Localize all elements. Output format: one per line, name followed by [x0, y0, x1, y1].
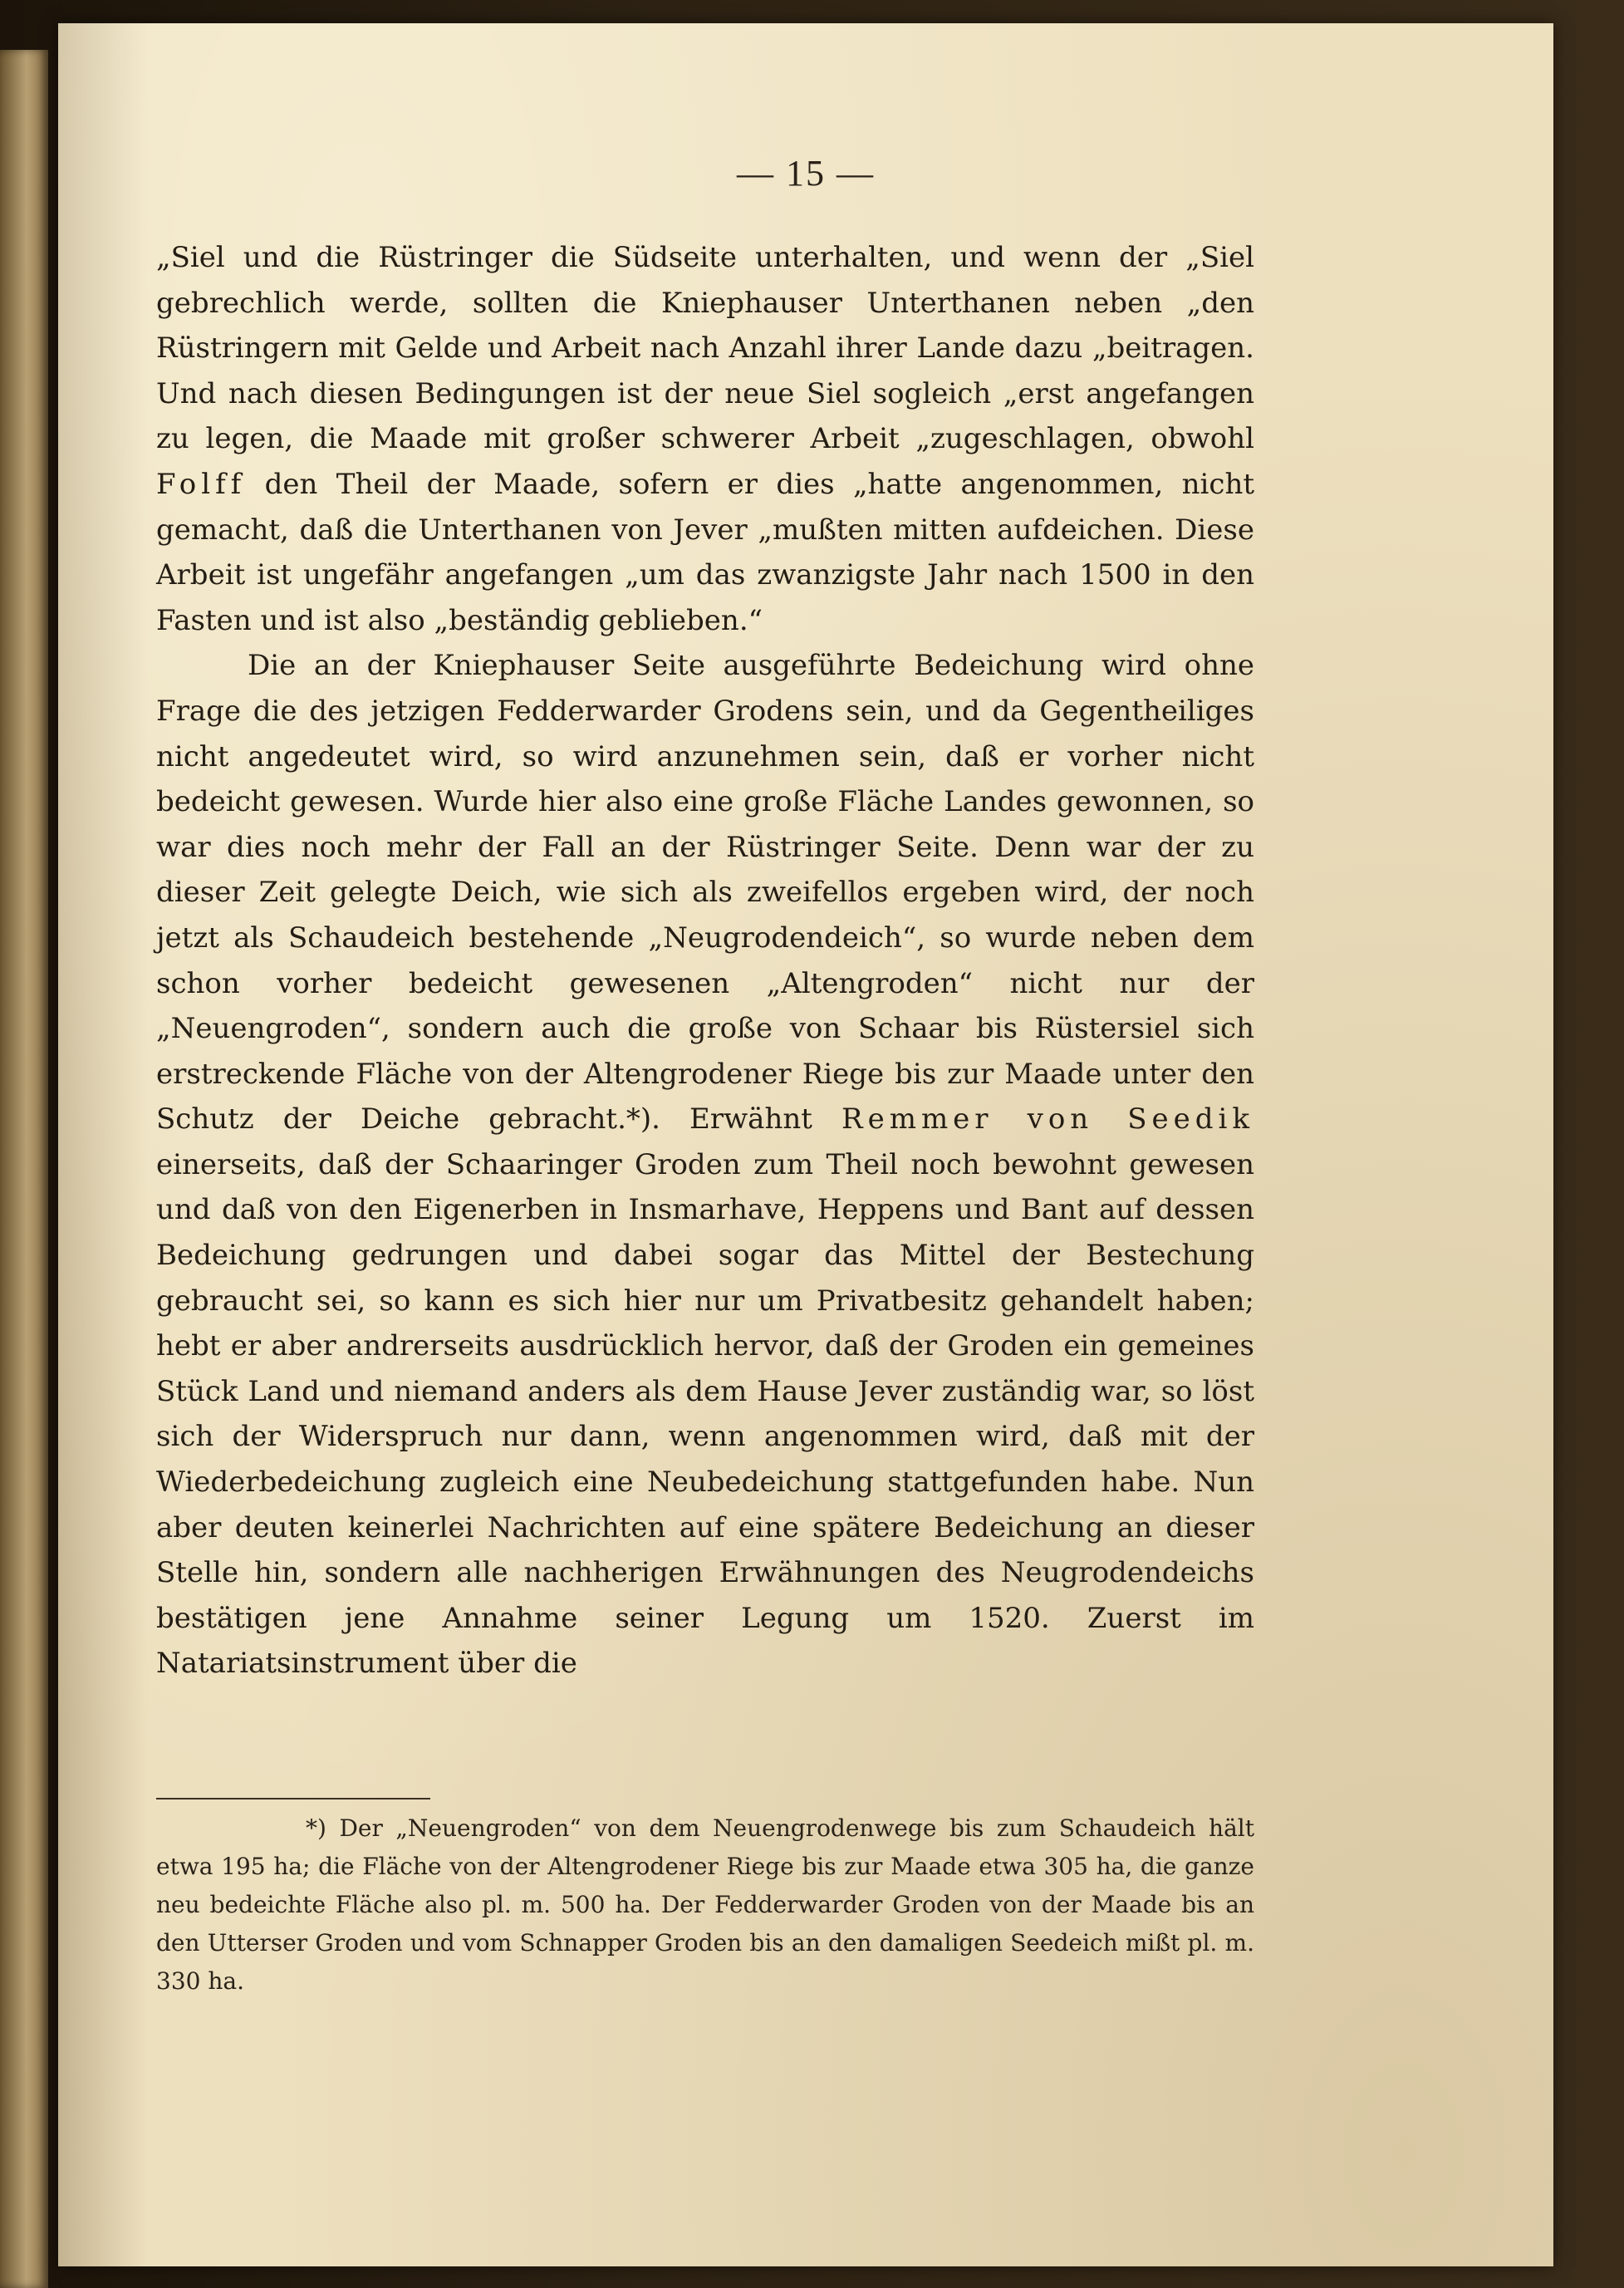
- quote-part-1: „Siel und die Rüstringer die Südseite unterhalten, und wenn der „Siel gebrechlich werde, sollten die Kniephauser Unterthanen neben „den Rüstringern mit Gelde und Arbeit nach Anzahl ihrer Lande dazu „beitragen. Und nach diesen Bedingungen ist der neue Siel sogleich „erst angefangen zu legen, die Maade mit großer schwerer Arbeit „zugeschlagen, obwohl: [156, 241, 1254, 456]
- paragraph-part-1: Die an der Kniephauser Seite ausgeführte Bedeichung wird ohne Frage die des jetzigen Fedderwarder Grodens sein, und da Gegentheiliges nicht angedeutet wird, so wird anzunehmen sein, daß er vorher nicht bedeicht gewesen. Wurde hier also eine große Fläche Landes gewonnen, so war dies noch mehr der Fall an der Rüstringer Seite. Denn war der zu dieser Zeit gelegte Deich, wie sich als zweifellos ergeben wird, der noch jetzt als Schaudeich bestehende „Neugrodendeich“, so wurde neben dem schon vorher bedeicht gewesenen „Altengroden“ nicht nur der „Neuengroden“, sondern auch die große von Schaar bis Rüstersiel sich erstreckende Fläche von der Altengrodener Riege bis zur Maade unter den Schutz der Deiche gebracht.*). Erwähnt: [156, 649, 1254, 1137]
- quoted-paragraph: [156, 235, 1254, 643]
- book-page: [58, 23, 1553, 2266]
- main-paragraph: [156, 643, 1254, 1687]
- spaced-name-folff: Folff: [156, 467, 247, 501]
- page-number: — 15 —: [737, 153, 875, 194]
- previous-page-edge: [0, 50, 48, 2288]
- quote-part-2: den Theil der Maade, sofern er dies „hatte angenommen, nicht gemacht, daß die Unterthanen von Jever „mußten mitten aufdeichen. Diese Arbeit ist ungefähr angefangen „um das zwanzigste Jahr nach 1500 in den Fasten und ist also „beständig geblieben.“: [156, 467, 1255, 637]
- body-text: [156, 235, 1254, 1687]
- footnote-divider: [156, 1798, 430, 1799]
- footnote: *) Der „Neuengroden“ von dem Neuengrodenwege bis zum Schaudeich hält etwa 195 ha; die Fläche von der Altengrodener Riege bis zur Maade etwa 305 ha, die ganze neu bedeichte Fläche also pl. m. 500 ha. Der Fedderwarder Groden von der Maade bis an den Utterser Groden und vom Schnapper Groden bis an den damaligen Seedeich mißt pl. m. 330 ha.: [156, 1814, 1254, 1995]
- paragraph-part-2: einerseits, daß der Schaaringer Groden zum Theil noch bewohnt gewesen und daß von den Eigenerben in Insmarhave, Heppens und Bant auf dessen Bedeichung gedrungen und dabei sogar das Mittel der Bestechung gebraucht sei, so kann es sich hier nur um Privatbesitz gehandelt haben; hebt er aber andrerseits ausdrücklich hervor, daß der Groden ein gemeines Stück Land und niemand anders als dem Hause Jever zuständig war, so löst sich der Widerspruch nur dann, wenn angenommen wird, daß mit der Wiederbedeichung zugleich eine Neubedeichung stattgefunden habe. Nun aber deuten keinerlei Nachrichten auf eine spätere Bedeichung an dieser Stelle hin, sondern alle nachherigen Erwähnungen des Neugrodendeichs bestätigen jene Annahme seiner Legung um 1520. Zuerst im Natariatsinstrument über die: [156, 1147, 1254, 1681]
- spaced-name-remmer: Remmer von Seedik: [841, 1102, 1255, 1137]
